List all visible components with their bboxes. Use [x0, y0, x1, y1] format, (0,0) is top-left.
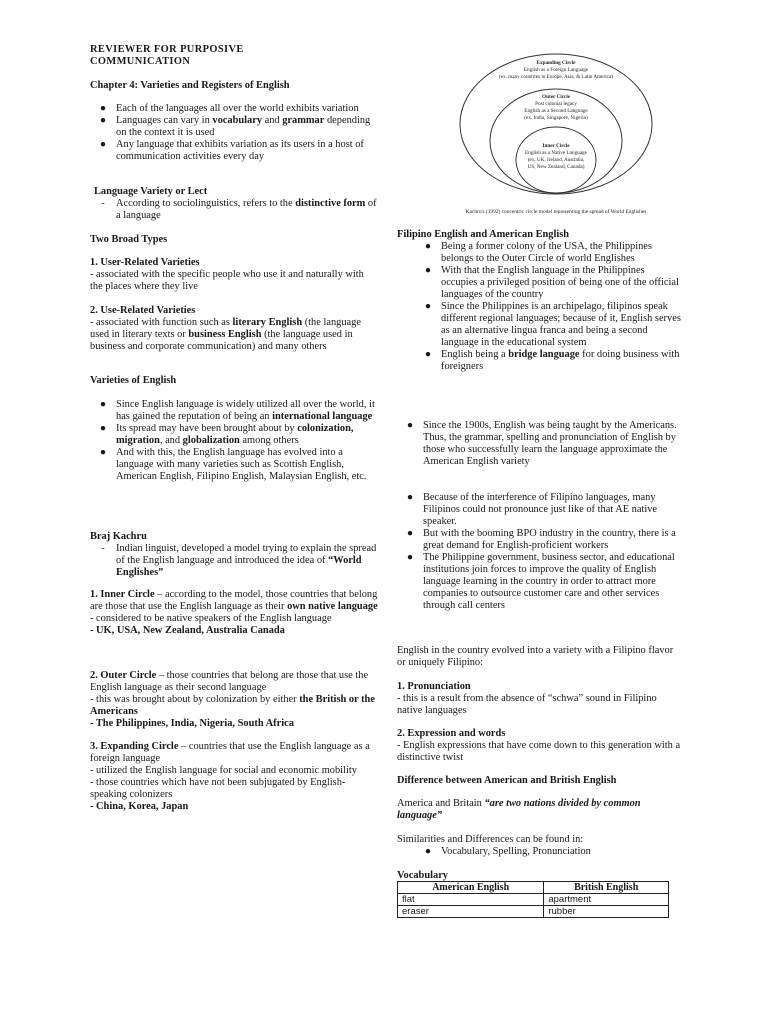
expanding-line-2: (ex. many countries in Europe, Asia, & Latin America) — [499, 74, 613, 80]
list-item: ● Since the 1900s, English was being taught by the Americans. Thus, the grammar, spelling and pronunciation of English by those who successfully learn the language approximate the American English variety — [406, 420, 677, 467]
list-item: ● And with this, the English language has evolved into a language with many varieties such as Scottish English, American English, Filipino English, Malaysian English, etc. — [99, 447, 367, 482]
vocabulary-table — [397, 881, 669, 918]
history-list — [397, 420, 682, 468]
header-british: British English — [544, 882, 669, 894]
user-related-text: - associated with the specific people who use it and naturally with the places where they live — [90, 269, 364, 292]
two-broad-types-heading: Two Broad Types — [90, 234, 168, 245]
table-header-row — [398, 882, 669, 894]
table-cell: rubber — [544, 906, 669, 918]
kachru-circle-diagram — [440, 48, 672, 223]
table-row — [398, 894, 669, 906]
user-related-heading: 1. User-Related Varieties — [90, 257, 200, 268]
outer-circle-section: 2. Outer Circle – those countries that belong are those that use the English language as their second language - this was brought about by colonization by either the British or the Americans - The Philippines, India, Nigeria, South Africa — [90, 670, 375, 729]
list-item: ● English being a bridge language for doing business with foreigners — [424, 349, 680, 372]
evolved-text: English in the country evolved into a variety with a Filipino flavor or uniquely Filipino: — [397, 645, 674, 668]
list-item: ● Because of the interference of Filipino languages, many Filipinos could not pronounce just like of that AE native speaker. — [406, 492, 658, 527]
list-item: ● Its spread may have been brought about by colonization, migration, and globalization among others — [99, 423, 354, 446]
chapter-heading: Chapter 4: Varieties and Registers of English — [90, 80, 290, 91]
language-variety-def: - According to sociolinguistics, refers to the distinctive form of a language — [101, 198, 377, 221]
title-line-1: REVIEWER FOR PURPOSIVE — [90, 44, 244, 55]
vocabulary-table-wrap — [397, 881, 682, 918]
interference-list — [397, 492, 682, 612]
pronunciation-heading: 1. Pronunciation — [397, 681, 471, 692]
expression-heading: 2. Expression and words — [397, 728, 506, 739]
america-britain-quote: America and Britain “are two nations divided by common language” — [397, 798, 641, 821]
inner-line-1: English as a Native Language — [525, 150, 587, 156]
list-item: ● Vocabulary, Spelling, Pronunciation — [424, 846, 591, 857]
similarities-list — [397, 846, 682, 858]
table-cell: eraser — [398, 906, 544, 918]
list-item: ● Each of the languages all over the world exhibits variation — [99, 103, 359, 114]
outer-line-2: English as a Second Language — [524, 108, 588, 114]
list-item: ● The Philippine government, business sector, and educational institutions join forces to improve the quality of English language learning in the country in order to attract more companies to outsource customer care and other services through call centers — [406, 552, 675, 611]
filipino-english-list — [397, 241, 682, 373]
diagram-caption: Kachru's (1992) concentric circle model representing the spread of World Englishes — [465, 209, 647, 215]
language-variety-heading: Language Variety or Lect — [94, 186, 208, 197]
use-related-heading: 2. Use-Related Varieties — [90, 305, 196, 316]
title-line-2: COMMUNICATION — [90, 56, 191, 67]
list-item: ● Since English language is widely utilized all over the world, it has gained the reputation of being an international language — [99, 399, 375, 422]
varieties-heading: Varieties of English — [90, 375, 177, 386]
use-related-text: - associated with function such as literary English (the language used in literary texts or business English (the language used in business and corporate communication) and many others — [90, 317, 361, 352]
outer-line-1: Post colonial legacy — [535, 101, 577, 107]
kachru-def: - Indian linguist, developed a model trying to explain the spread of the English language and introduced the idea of “World Englishes” — [101, 543, 377, 578]
list-item: ● Any language that exhibits variation as its users in a host of communication activities every day — [99, 139, 364, 162]
inner-circle-section: 1. Inner Circle – according to the model, those countries that belong are those that use the English language as their own native language - considered to be native speakers of the English language - UK, USA, New Zealand, Australia Canada — [90, 589, 378, 636]
list-item: ● Languages can vary in vocabulary and grammar depending on the context it is used — [99, 115, 371, 138]
table-row — [398, 906, 669, 918]
expanding-title: Expanding Circle — [536, 60, 576, 66]
expanding-circle-section: 3. Expanding Circle – countries that use the English language as a foreign language - utilized the English language for social and economic mobility - those countries which have not been subjugated by English-speaking colonizers - China, Korea, Japan — [90, 741, 370, 812]
difference-heading: Difference between American and British English — [397, 775, 617, 786]
expression-text: - English expressions that have come down to this generation with a distinctive twist — [397, 740, 681, 763]
similarities-text: Similarities and Differences can be found in: — [397, 834, 584, 845]
list-item: ● Since the Philippines is an archipelago, filipinos speak different regional languages; because of it, English serves as an alternative lingua franca and being a second language in the educational system — [424, 301, 681, 348]
intro-list — [90, 103, 378, 163]
inner-line-2: (ex. UK, Ireland, Australia, — [527, 157, 585, 163]
list-item: ● But with the booming BPO industry in the country, there is a great demand for English-proficient workers — [406, 528, 676, 551]
document-title — [90, 44, 378, 68]
header-american: American English — [398, 882, 544, 894]
filipino-english-heading: Filipino English and American English — [397, 229, 570, 240]
list-item: ● With that the English language in the Philippines occupies a privileged position of being one of the official languages of the country — [424, 265, 679, 300]
table-cell: flat — [398, 894, 544, 906]
inner-line-3: US, New Zealand, Canada) — [527, 164, 585, 170]
pronunciation-text: - this is a result from the absence of “schwa” sound in Filipino native languages — [397, 693, 657, 716]
concentric-circles — [440, 48, 672, 223]
outer-title: Outer Circle — [542, 94, 570, 100]
vocabulary-heading: Vocabulary — [397, 870, 448, 881]
varieties-list — [90, 399, 378, 483]
expanding-line-1: English as a Foreign Language — [523, 67, 589, 73]
table-cell: apartment — [544, 894, 669, 906]
kachru-heading: Braj Kachru — [90, 531, 147, 542]
inner-title: Inner Circle — [542, 143, 570, 149]
list-item: ● Being a former colony of the USA, the Philippines belongs to the Outer Circle of world Englishes — [424, 241, 652, 264]
outer-line-3: (ex. India, Singapore, Nigeria) — [524, 115, 588, 121]
